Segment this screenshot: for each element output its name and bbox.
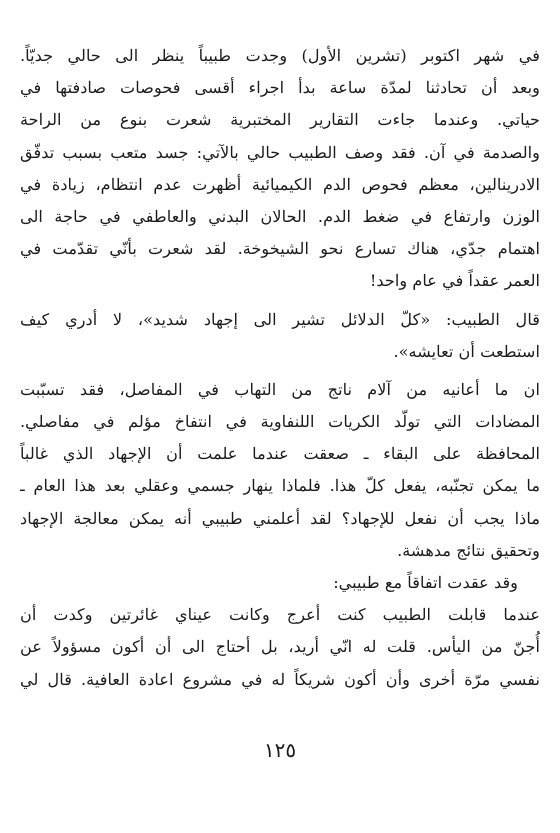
text-line-15: ماذا يجب أن نفعل للإجهاد؟ لقد أعلمني طبيبي أنه يمكن معالجة الإجهاد: [20, 508, 540, 528]
text-line-3: حياتي. وعندما جاءت التقارير المختبرية شعرت بنوع من الراحة: [20, 110, 540, 130]
text-line-13: المحافظة على البقاء ـ صعقت عندما علمت أن الإجهاد الذي غالباً: [20, 444, 540, 464]
page-number: ١٢٥: [263, 738, 297, 762]
text-line-16: وتحقيق نتائج مدهشة.: [397, 540, 540, 560]
text-line-5: الادرينالين، معظم فحوص الدم الكيميائية أظهرت عدم انتظام، زيادة في: [20, 174, 540, 194]
text-line-11: ان ما أعانيه من آلام ناتج من التهاب في المفاصل، فقد تسبّبت: [20, 379, 540, 399]
text-line-18: عندما قابلت الطبيب كنت أعرج وكانت عيناي غائرتين وكدت أن: [20, 605, 540, 625]
text-line-20: نفسي مرّة أخرى وأن أكون شريكاً له في مشروع اعادة العافية. قال لي: [20, 669, 540, 689]
text-line-19: أُجنّ من اليأس. قلت له انّي أريد، بل أحتاج الى أن أكون مسؤولاً عن: [20, 637, 540, 657]
text-line-4: والصدمة في آن. فقد وصف الطبيب حالي بالآتي: جسد متعب بسبب تدفّق: [20, 142, 540, 162]
text-line-6: الوزن وارتفاع في ضغط الدم. الحالان البدني والعاطفي في حاجة الى: [20, 206, 540, 226]
text-line-12: المضادات التي تولّد الكريات اللنفاوية في انتفاخ مؤلم في مفاصلي.: [20, 412, 540, 432]
text-line-9: قال الطبيب: «كلّ الدلائل تشير الى إجهاد شديد»، لا أدري كيف: [20, 309, 540, 329]
text-line-8: العمر عقداً في عام واحد!: [369, 271, 540, 291]
text-line-7: اهتمام جدّي، هناك تسارع نحو الشيخوخة. لقد شعرت بأنّي تقدّمت في: [20, 239, 540, 259]
page-text: [20, 40, 540, 696]
text-line-2: وبعد أن تحادثنا لمدّة ساعة بدأ اجراء أقسى فحوصات صادفتها في: [20, 78, 540, 98]
text-line-10: استطعت أن تعايشه».: [393, 341, 540, 361]
text-line-14: ما يمكن تجنّبه، يفعل كلّ هذا. فلماذا ينهار جسمي وعقلي بعد هذا العام ـ: [20, 476, 540, 496]
text-line-1: في شهر اكتوبر (تشرين الأول) وجدت طبيباً ينظر الى حالي جديّاً.: [20, 46, 540, 65]
text-line-17: وقد عقدت اتفاقاً مع طبيبي:: [333, 573, 518, 592]
